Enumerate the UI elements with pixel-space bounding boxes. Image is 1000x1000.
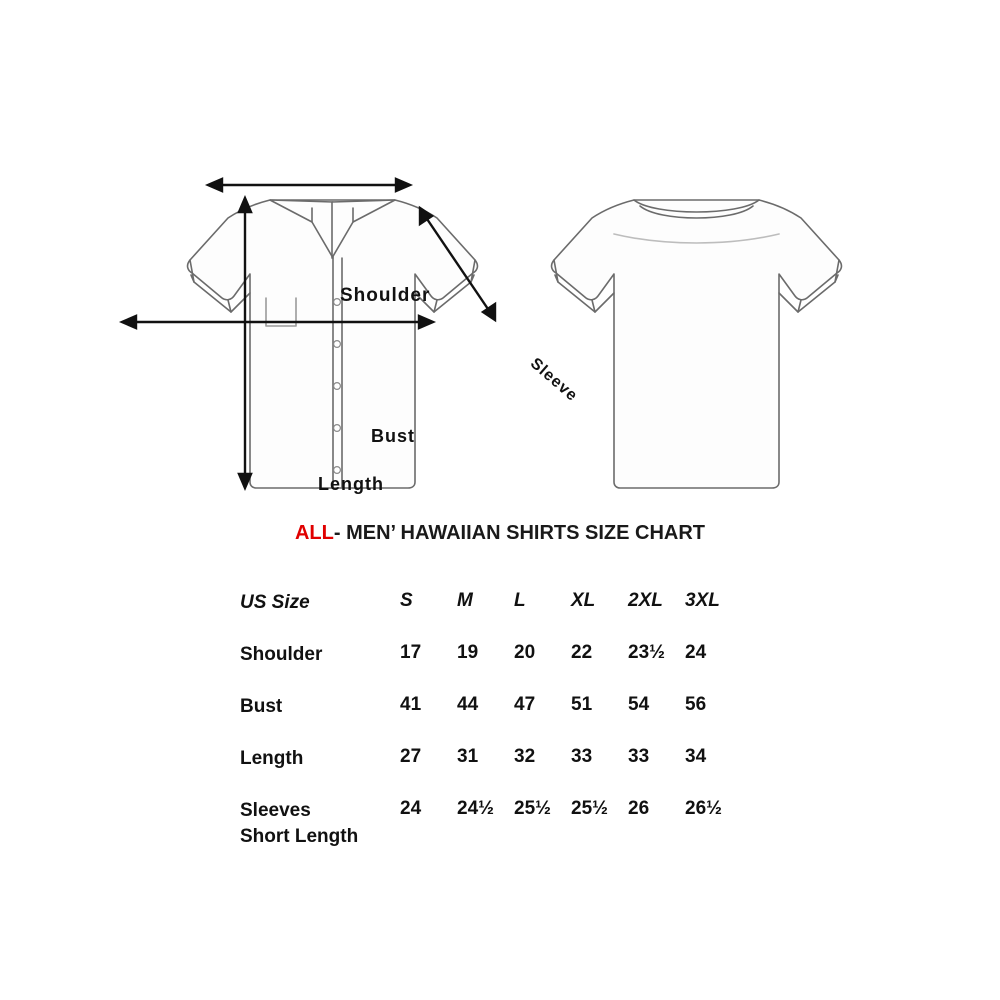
size-chart-table bbox=[240, 590, 745, 850]
cell-sleeves-s: 24 bbox=[400, 798, 422, 819]
row-label-sleeves bbox=[240, 798, 400, 850]
cell-bust-l: 47 bbox=[514, 694, 536, 715]
label-bust: Bust bbox=[371, 426, 415, 446]
row-label-sleeves-line2: Short Length bbox=[240, 826, 359, 847]
cell-bust-3xl: 56 bbox=[685, 694, 707, 715]
cell-length-s: 27 bbox=[400, 746, 422, 767]
header-col-xl: XL bbox=[571, 590, 596, 611]
cell-shoulder-3xl: 24 bbox=[685, 642, 707, 663]
cell-shoulder-m: 19 bbox=[457, 642, 479, 663]
row-label-bust: Bust bbox=[240, 696, 283, 717]
cell-shoulder-s: 17 bbox=[400, 642, 422, 663]
cell-length-2xl: 33 bbox=[628, 746, 650, 767]
cell-shoulder-2xl: 23½ bbox=[628, 642, 665, 663]
cell-shoulder-xl: 22 bbox=[571, 642, 593, 663]
table-row bbox=[240, 694, 745, 746]
shirt-illustrations bbox=[90, 130, 920, 510]
label-sleeve: Sleeve bbox=[526, 355, 581, 406]
cell-sleeves-2xl: 26 bbox=[628, 798, 650, 819]
row-label-shoulder: Shoulder bbox=[240, 644, 323, 665]
front-view-shirt bbox=[188, 200, 478, 488]
header-us-size: US Size bbox=[240, 592, 310, 613]
cell-sleeves-xl: 25½ bbox=[571, 798, 608, 819]
title-highlight: ALL bbox=[294, 522, 334, 544]
table-header-row bbox=[240, 590, 745, 642]
shirt-diagram bbox=[90, 130, 920, 510]
label-length: Length bbox=[318, 474, 384, 494]
row-label-length: Length bbox=[240, 748, 304, 769]
cell-sleeves-m: 24½ bbox=[457, 798, 494, 819]
label-shoulder: Shoulder bbox=[340, 285, 431, 306]
cell-bust-m: 44 bbox=[457, 694, 479, 715]
cell-bust-xl: 51 bbox=[571, 694, 593, 715]
cell-bust-s: 41 bbox=[400, 694, 422, 715]
header-col-2xl: 2XL bbox=[628, 590, 663, 611]
table-row bbox=[240, 746, 745, 798]
header-col-3xl: 3XL bbox=[685, 590, 720, 611]
cell-sleeves-l: 25½ bbox=[514, 798, 551, 819]
cell-shoulder-l: 20 bbox=[514, 642, 536, 663]
back-view-shirt bbox=[552, 200, 842, 488]
row-label-sleeves-line1: Sleeves bbox=[240, 800, 311, 821]
cell-length-m: 31 bbox=[457, 746, 479, 767]
cell-sleeves-3xl: 26½ bbox=[685, 798, 722, 819]
cell-length-3xl: 34 bbox=[685, 746, 707, 767]
cell-bust-2xl: 54 bbox=[628, 694, 650, 715]
header-col-m: M bbox=[457, 590, 473, 611]
header-col-s: S bbox=[400, 590, 413, 611]
cell-length-l: 32 bbox=[514, 746, 536, 767]
cell-length-xl: 33 bbox=[571, 746, 593, 767]
table-row bbox=[240, 642, 745, 694]
table-row bbox=[240, 798, 745, 850]
title-rest: - MEN’ HAWAIIAN SHIRTS SIZE CHART bbox=[333, 522, 705, 544]
header-col-l: L bbox=[514, 590, 526, 611]
page-title bbox=[0, 522, 1000, 545]
